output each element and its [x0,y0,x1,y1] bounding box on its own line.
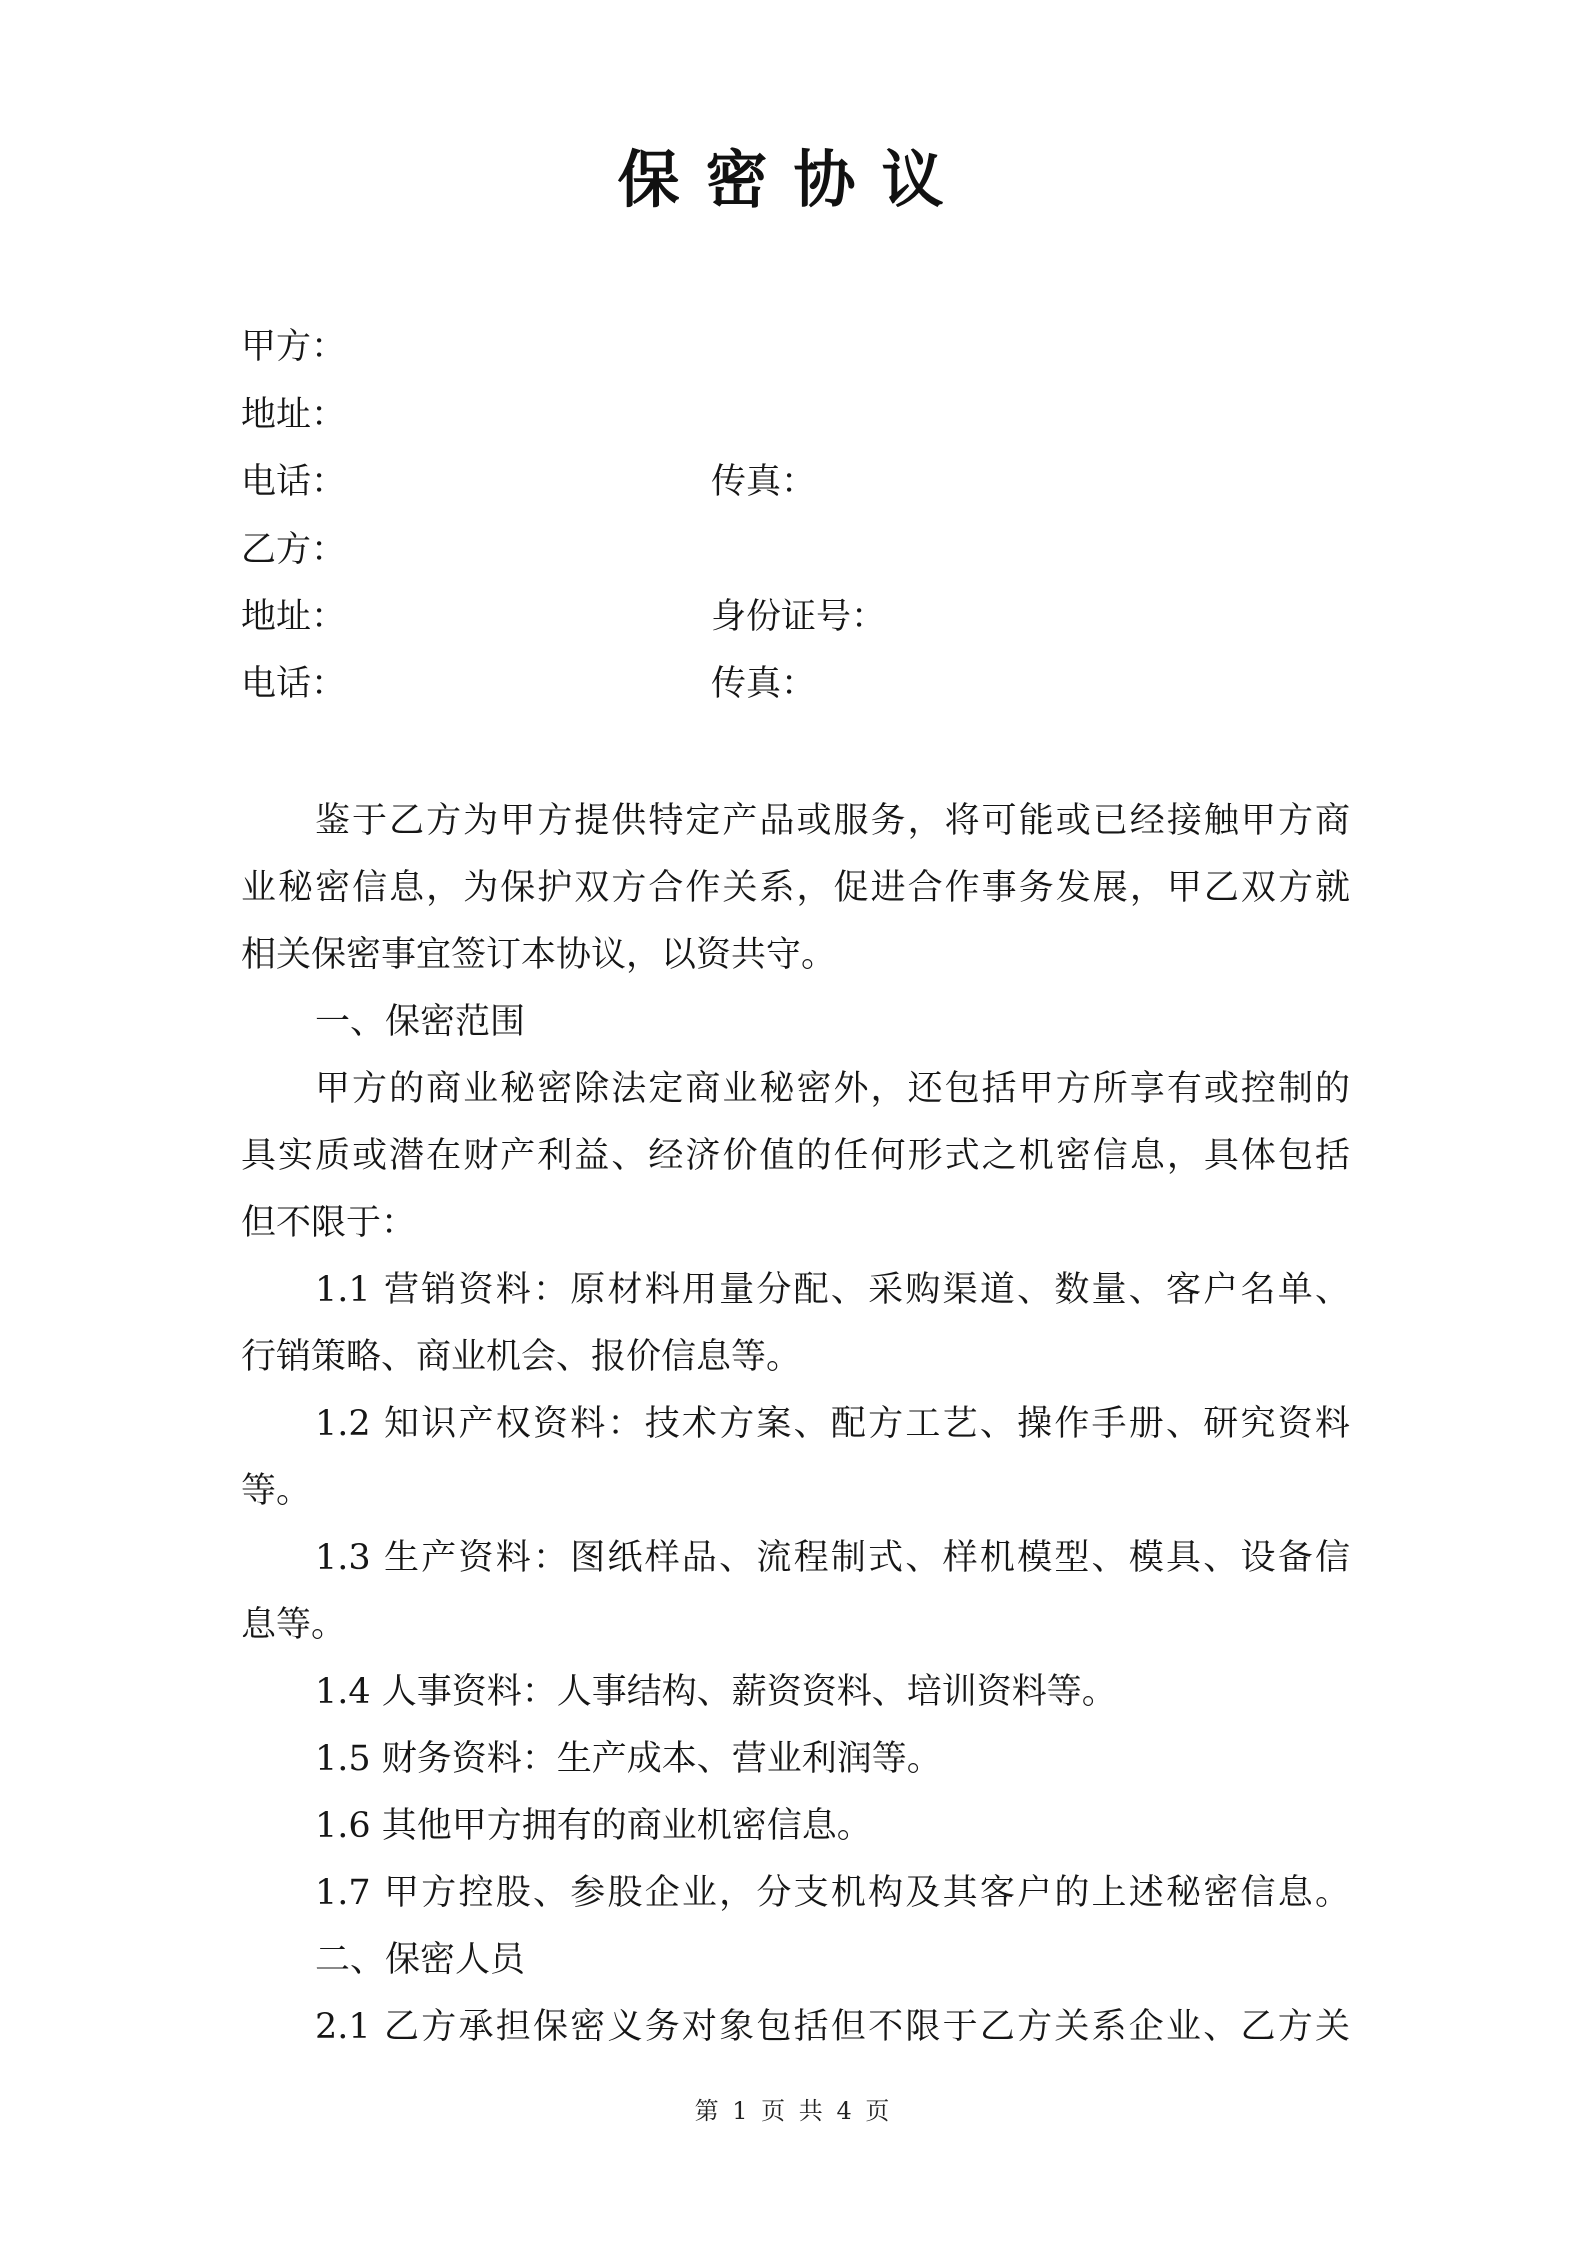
party-b-phone-label: 电话： [241,664,347,704]
party-a-fax-label: 传真： [711,462,817,502]
clause-2-1-line: 2.1 乙方承担保密义务对象包括但不限于乙方关系企业、乙方关 [315,2007,1350,2047]
party-b-label: 乙方： [241,530,347,570]
clause-1-2-line: 等。 [241,1471,312,1511]
section-1-intro-line: 甲方的商业秘密除法定商业秘密外，还包括甲方所享有或控制的 [315,1069,1350,1109]
clause-1-5: 1.5 财务资料：生产成本、营业利润等。 [315,1739,942,1779]
clause-1-1-line: 1.1 营销资料：原材料用量分配、采购渠道、数量、客户名单、 [315,1270,1350,1310]
page-number-footer: 第 1 页 共 4 页 [694,2097,893,2125]
party-a-label: 甲方： [241,327,347,367]
party-a-phone-label: 电话： [241,462,347,502]
preamble-line: 鉴于乙方为甲方提供特定产品或服务，将可能或已经接触甲方商 [315,801,1350,841]
document-title: 保密协议 [617,143,970,216]
clause-1-2-line: 1.2 知识产权资料：技术方案、配方工艺、操作手册、研究资料 [315,1404,1350,1444]
section-1-intro-line: 具实质或潜在财产利益、经济价值的任何形式之机密信息，具体包括 [241,1136,1350,1176]
party-a-address-label: 地址： [241,395,347,435]
clause-1-7: 1.7 甲方控股、参股企业，分支机构及其客户的上述秘密信息。 [315,1873,1350,1913]
section-1-heading: 一、保密范围 [315,1002,526,1042]
party-b-id-label: 身份证号： [711,597,887,637]
clause-1-3-line: 1.3 生产资料：图纸样品、流程制式、样机模型、模具、设备信 [315,1538,1350,1578]
clause-1-6: 1.6 其他甲方拥有的商业机密信息。 [315,1806,872,1846]
clause-1-4: 1.4 人事资料：人事结构、薪资资料、培训资料等。 [315,1672,1117,1712]
section-1-intro-line: 但不限于： [241,1203,417,1243]
section-2-heading: 二、保密人员 [315,1940,526,1980]
preamble-line: 相关保密事宜签订本协议，以资共守。 [241,935,837,975]
preamble-line: 业秘密信息，为保护双方合作关系，促进合作事务发展，甲乙双方就 [241,868,1350,908]
clause-1-3-line: 息等。 [241,1605,347,1645]
party-b-fax-label: 传真： [711,664,817,704]
party-b-address-label: 地址： [241,597,347,637]
clause-1-1-line: 行销策略、商业机会、报价信息等。 [241,1337,802,1377]
